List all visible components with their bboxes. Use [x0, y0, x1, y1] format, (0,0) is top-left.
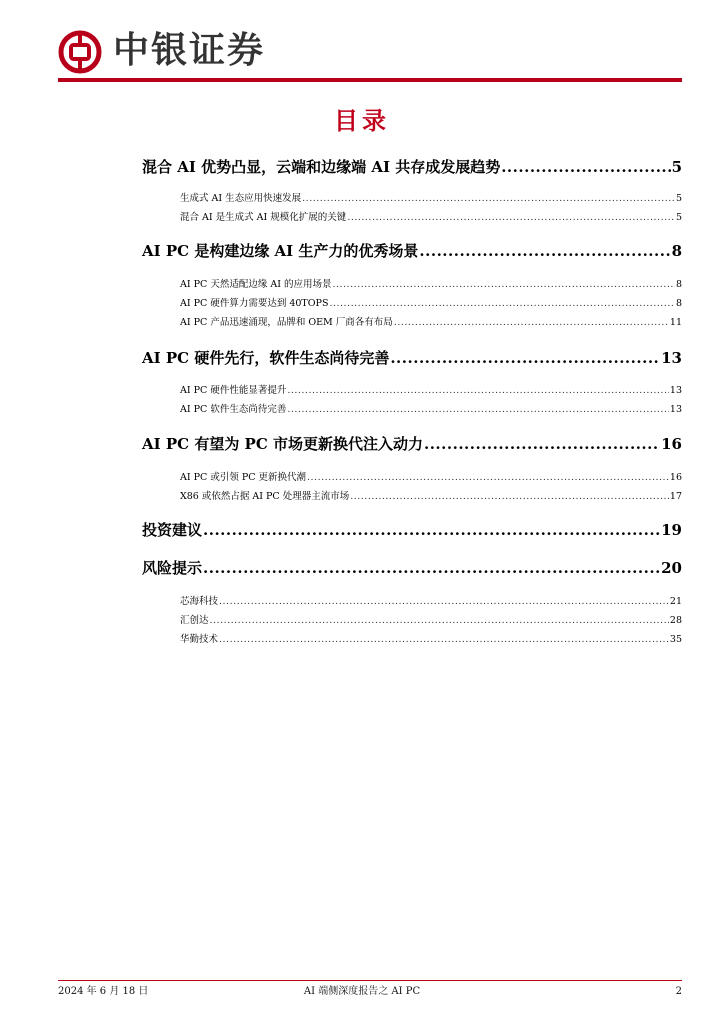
toc-dot-leader [287, 403, 669, 417]
footer-divider [58, 980, 682, 981]
toc-subsection-entry[interactable] [142, 471, 682, 485]
toc-entry-page: 5 [671, 158, 682, 176]
toc-section-entry[interactable] [142, 241, 682, 261]
toc-subsection-entry[interactable] [142, 490, 682, 504]
toc-dot-leader [419, 241, 670, 261]
toc-entry-page: 8 [671, 242, 682, 260]
toc-entry-page: 16 [661, 435, 682, 453]
toc-entry-label: 生成式 AI 生态应用快速发展 [180, 193, 302, 204]
toc-entry-label: 华勤技术 [180, 634, 219, 645]
toc-section-entry[interactable] [142, 520, 682, 540]
toc-entry-label: AI PC 硬件算力需要达到 40TOPS [180, 298, 329, 309]
toc-dot-leader [307, 471, 669, 485]
toc-dot-leader [350, 490, 669, 504]
toc-entry-page: 13 [669, 404, 682, 415]
brand-name: 中银证券 [113, 30, 266, 71]
toc-section-entry[interactable] [142, 434, 682, 454]
toc-entry-page: 5 [675, 212, 682, 223]
toc-entry-page: 11 [669, 317, 682, 328]
toc-subsection-entry[interactable] [142, 278, 682, 292]
toc-entry-label: AI PC 硬件性能显著提升 [180, 385, 287, 396]
toc-dot-leader [210, 614, 669, 628]
toc-entry-label: 汇创达 [180, 615, 209, 626]
toc-section-entry[interactable] [142, 558, 682, 578]
toc-dot-leader [203, 558, 660, 578]
toc-entry-label: 风险提示 [142, 559, 203, 577]
toc-dot-leader [329, 297, 675, 311]
toc-dot-leader [501, 157, 670, 177]
toc-dot-leader [394, 316, 669, 330]
toc-dot-leader [203, 520, 660, 540]
toc-entry-label: 芯海科技 [180, 596, 219, 607]
toc-section-entry[interactable] [142, 348, 682, 368]
toc-subsection-entry[interactable] [142, 633, 682, 647]
footer-report-title: AI 端侧深度报告之 AI PC [303, 986, 421, 997]
toc-entry-page: 13 [661, 349, 682, 367]
toc-dot-leader [347, 211, 675, 225]
toc-entry-page: 17 [669, 491, 682, 502]
toc-entry-label: AI PC 是构建边缘 AI 生产力的优秀场景 [142, 242, 419, 260]
toc-dot-leader [287, 384, 669, 398]
toc-dot-leader [424, 434, 660, 454]
toc-dot-leader [302, 192, 675, 206]
toc-entry-page: 16 [669, 472, 682, 483]
toc-dot-leader [219, 633, 669, 647]
toc-entry-page: 13 [669, 385, 682, 396]
toc-section-entry[interactable] [142, 157, 682, 177]
toc-entry-page: 19 [661, 521, 682, 539]
toc-entry-page: 21 [669, 596, 682, 607]
toc-dot-leader [390, 348, 660, 368]
toc-entry-label: 混合 AI 优势凸显，云端和边缘端 AI 共存成发展趋势 [142, 158, 501, 176]
toc-entry-page: 20 [661, 559, 682, 577]
footer-page-number: 2 [675, 986, 682, 997]
toc-entry-page: 8 [675, 279, 682, 290]
toc-entry-label: AI PC 天然适配边缘 AI 的应用场景 [180, 279, 332, 290]
toc-subsection-entry[interactable] [142, 595, 682, 609]
toc-subsection-entry[interactable] [142, 614, 682, 628]
toc-subsection-entry[interactable] [142, 403, 682, 417]
toc-subsection-entry[interactable] [142, 192, 682, 206]
toc-entry-label: 投资建议 [142, 521, 203, 539]
toc-entry-label: AI PC 软件生态尚待完善 [180, 404, 287, 415]
toc-subsection-entry[interactable] [142, 316, 682, 330]
header-divider [58, 78, 682, 82]
toc-entry-page: 8 [675, 298, 682, 309]
toc-entry-label: AI PC 或引领 PC 更新换代潮 [180, 472, 307, 483]
page-header [0, 0, 724, 90]
bank-of-china-logo-icon [58, 30, 102, 74]
toc-entry-label: 混合 AI 是生成式 AI 规模化扩展的关键 [180, 212, 347, 223]
toc-entry-page: 5 [675, 193, 682, 204]
toc-entry-label: AI PC 有望为 PC 市场更新换代注入动力 [142, 435, 423, 453]
toc-dot-leader [332, 278, 674, 292]
toc-entry-label: AI PC 硬件先行，软件生态尚待完善 [142, 349, 390, 367]
footer-date: 2024 年 6 月 18 日 [58, 986, 149, 997]
toc-title: 目录 [334, 107, 390, 135]
toc-subsection-entry[interactable] [142, 211, 682, 225]
toc-entry-page: 28 [669, 615, 682, 626]
toc-dot-leader [219, 595, 669, 609]
toc-entry-label: X86 或依然占据 AI PC 处理器主流市场 [180, 491, 350, 502]
toc-subsection-entry[interactable] [142, 384, 682, 398]
toc-entry-page: 35 [669, 634, 682, 645]
toc-entry-label: AI PC 产品迅速涌现，品牌和 OEM 厂商各有布局 [180, 317, 393, 328]
toc-subsection-entry[interactable] [142, 297, 682, 311]
